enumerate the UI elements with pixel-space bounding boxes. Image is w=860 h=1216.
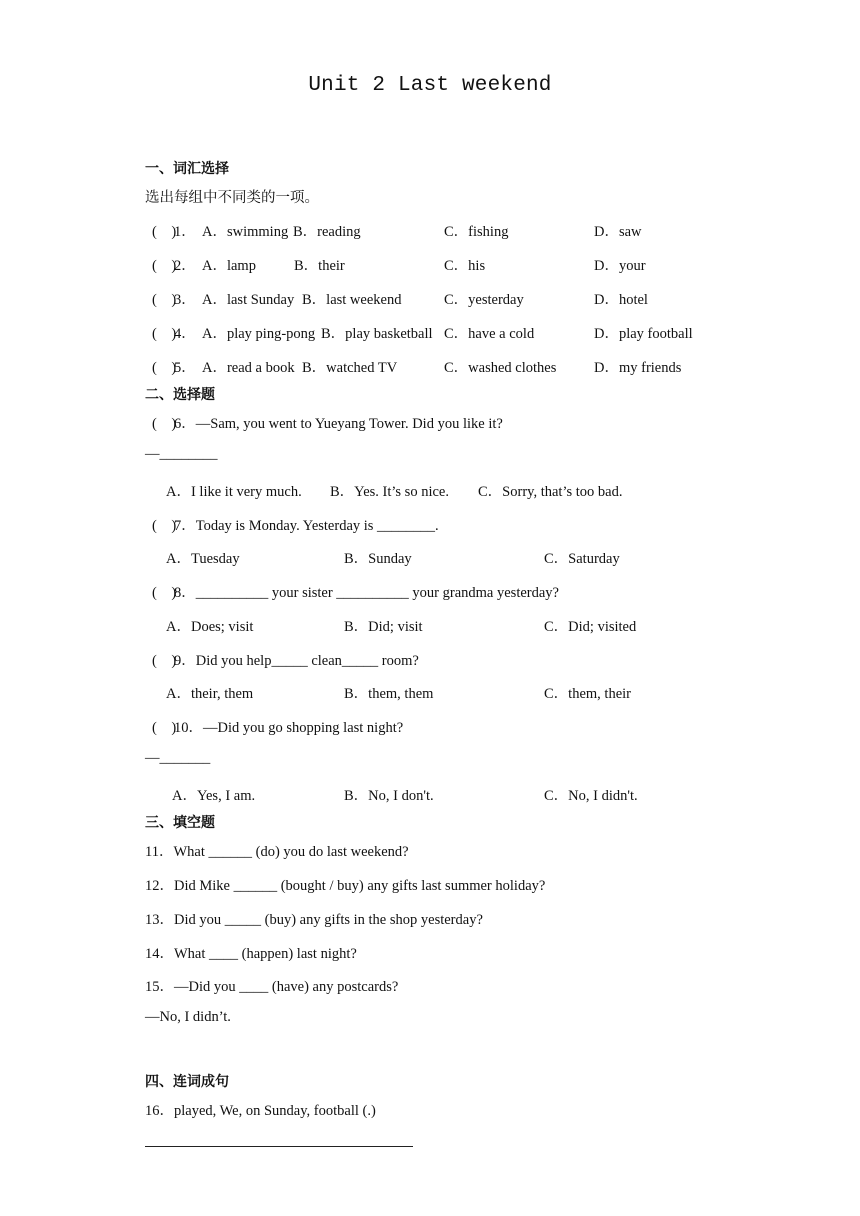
option-a: A．I like it very much.	[166, 484, 302, 500]
question-number: 2．	[174, 258, 196, 274]
option-d: D．my friends	[594, 360, 682, 376]
option-c: C．yesterday	[444, 292, 524, 308]
page-title: Unit 2 Last weekend	[308, 74, 552, 97]
option-b: B．their	[294, 258, 345, 274]
answer-paren[interactable]: ( )	[152, 326, 177, 342]
sentence-question-16: 16．played, We, on Sunday, football (.)	[145, 1103, 376, 1119]
option-b: B．reading	[293, 224, 361, 240]
answer-paren[interactable]: ( )	[152, 653, 177, 669]
option-a: A．Yes, I am.	[172, 788, 256, 804]
section-3-heading: 三、填空题	[145, 815, 215, 831]
option-c: C．have a cold	[444, 326, 535, 342]
option-a: A．their, them	[166, 686, 254, 702]
option-c: C．his	[444, 258, 486, 274]
option-b: B．them, them	[344, 686, 434, 702]
answer-paren[interactable]: ( )	[152, 720, 177, 736]
fill-question-14[interactable]: 14．What ____ (happen) last night?	[145, 946, 357, 962]
option-c: C．Did; visited	[544, 619, 637, 635]
option-c: C．Sorry, that’s too bad.	[478, 484, 623, 500]
fill-question-12[interactable]: 12．Did Mike ______ (bought / buy) any gifts last summer holiday?	[145, 878, 546, 894]
option-d: D．play football	[594, 326, 693, 342]
option-b: B．last weekend	[302, 292, 402, 308]
answer-paren[interactable]: ( )	[152, 518, 177, 534]
answer-writing-line[interactable]	[145, 1146, 413, 1147]
option-a: A．last Sunday	[202, 292, 295, 308]
fill-question-15[interactable]: 15．—Did you ____ (have) any postcards?	[145, 979, 399, 995]
option-c: C．Saturday	[544, 551, 620, 567]
answer-paren[interactable]: ( )	[152, 258, 177, 274]
question-stem: 10．—Did you go shopping last night?	[174, 720, 404, 736]
option-d: D．saw	[594, 224, 642, 240]
option-d: D．hotel	[594, 292, 648, 308]
question-number: 4．	[174, 326, 196, 342]
answer-paren[interactable]: ( )	[152, 360, 177, 376]
option-a: A．swimming	[202, 224, 289, 240]
option-b: B．watched TV	[302, 360, 398, 376]
option-a: A．Tuesday	[166, 551, 240, 567]
option-a: A．play ping-pong	[202, 326, 316, 342]
question-stem: 7．Today is Monday. Yesterday is ________.	[174, 518, 439, 534]
dialogue-answer-line: —_______	[145, 750, 211, 766]
option-d: D．your	[594, 258, 646, 274]
answer-paren[interactable]: ( )	[152, 416, 177, 432]
question-stem: 8．__________ your sister __________ your grandma yesterday?	[174, 585, 559, 601]
option-b: B．Yes. It’s so nice.	[330, 484, 449, 500]
option-c: C．washed clothes	[444, 360, 557, 376]
question-number: 5．	[174, 360, 196, 376]
answer-paren[interactable]: ( )	[152, 224, 177, 240]
question-stem: 9．Did you help_____ clean_____ room?	[174, 653, 419, 669]
option-a: A．Does; visit	[166, 619, 254, 635]
question-stem: 6．—Sam, you went to Yueyang Tower. Did you like it?	[174, 416, 503, 432]
section-1-instruction: 选出每组中不同类的一项。	[145, 190, 319, 206]
question-number: 1．	[174, 224, 196, 240]
fill-question-11[interactable]: 11．What ______ (do) you do last weekend?	[145, 844, 409, 860]
section-2-heading: 二、选择题	[145, 387, 215, 403]
option-c: C．No, I didn't.	[544, 788, 638, 804]
option-b: B．Did; visit	[344, 619, 423, 635]
option-c: C．them, their	[544, 686, 631, 702]
fill-question-15-reply: —No, I didn’t.	[145, 1009, 231, 1025]
section-1-heading: 一、词汇选择	[145, 161, 229, 177]
option-a: A．read a book	[202, 360, 295, 376]
dialogue-answer-line: —________	[145, 446, 218, 462]
answer-paren[interactable]: ( )	[152, 292, 177, 308]
option-c: C．fishing	[444, 224, 509, 240]
fill-question-13[interactable]: 13．Did you _____ (buy) any gifts in the shop yesterday?	[145, 912, 483, 928]
option-b: B．Sunday	[344, 551, 412, 567]
option-b: B．No, I don't.	[344, 788, 434, 804]
option-a: A．lamp	[202, 258, 256, 274]
option-b: B．play basketball	[321, 326, 433, 342]
section-4-heading: 四、连词成句	[145, 1074, 229, 1090]
question-number: 3．	[174, 292, 196, 308]
answer-paren[interactable]: ( )	[152, 585, 177, 601]
